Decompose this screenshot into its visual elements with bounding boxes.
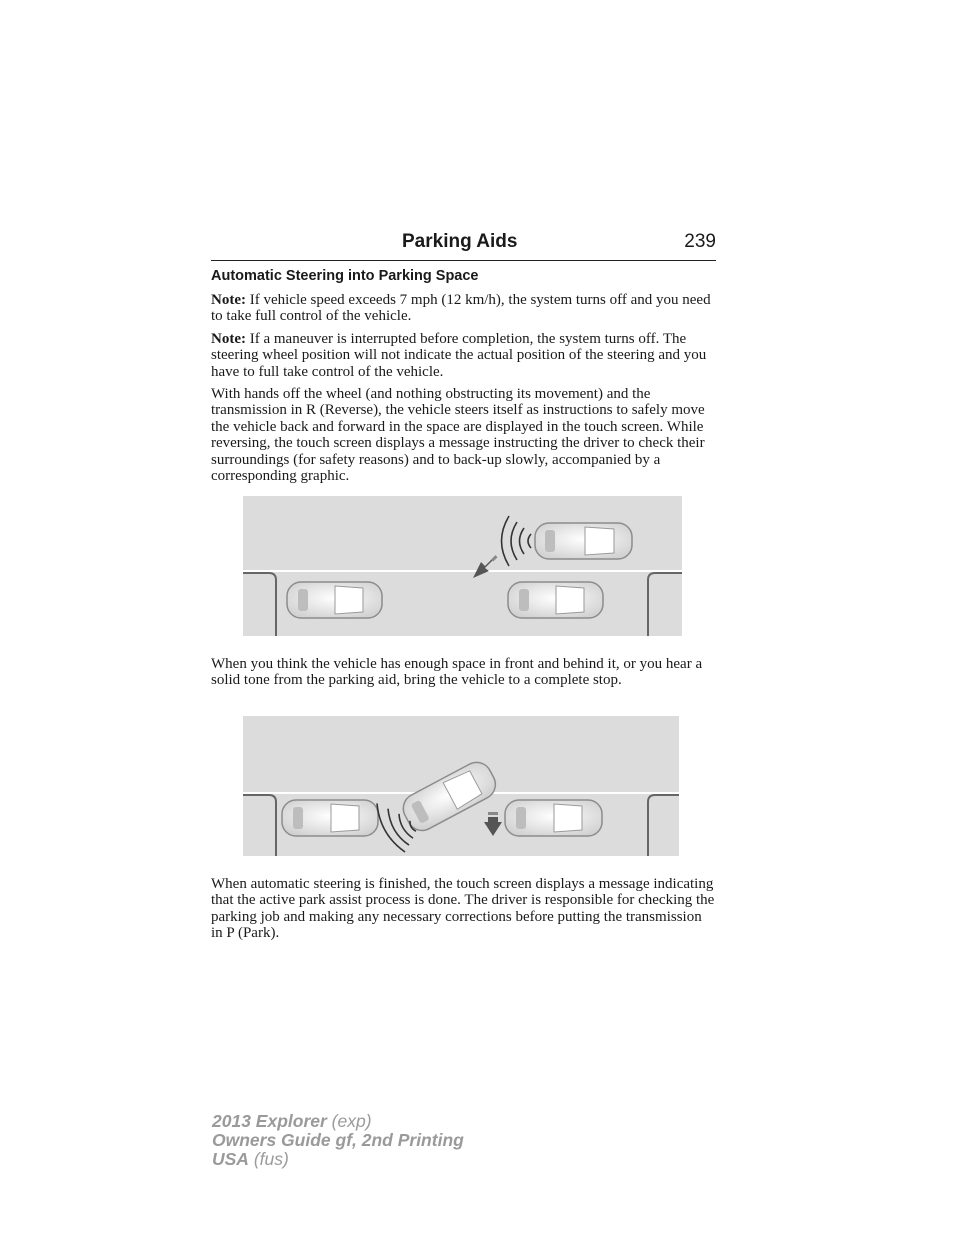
footer-guide: Owners Guide gf, 2nd Printing: [212, 1130, 464, 1150]
paragraph-reverse-steering: With hands off the wheel (and nothing obstructing its movement) and the transmission in R (Reverse), the vehicle steers itself as instructions to safely move the vehicle back and forward in the space are displayed in the touch screen. While reversing, the touch screen displays a message instructing the driver to check their surroundings (for safety reasons) and to back-up slowly, accompanied by a corresponding graphic.: [211, 386, 705, 485]
parked-car-right: [505, 800, 602, 836]
parking-illustration-1: [243, 496, 682, 636]
footer-market: USA: [212, 1149, 249, 1169]
parked-car-right: [508, 582, 603, 618]
note-speed: [211, 292, 717, 325]
note-text: If vehicle speed exceeds 7 mph (12 km/h), the system turns off and you need to take full control of the vehicle.: [211, 292, 711, 325]
footer-line-1: [212, 1112, 464, 1131]
paragraph-steering-finished: When automatic steering is finished, the touch screen displays a message indicating that the active park assist process is done. The driver is responsible for checking the parking job and making any necessary corrections before putting the transmission in P (Park).: [211, 876, 715, 942]
section-heading: Automatic Steering into Parking Space: [211, 268, 479, 284]
page-footer: [212, 1112, 464, 1169]
page-title: Parking Aids: [402, 231, 518, 252]
page-header: [211, 228, 716, 261]
figure-entering-space: [243, 716, 679, 856]
parked-car-left: [287, 582, 382, 618]
footer-model-code: (exp): [326, 1111, 372, 1131]
figure-reversing-into-space: [243, 496, 682, 636]
footer-model: 2013 Explorer: [212, 1111, 327, 1131]
note-label: Note:: [211, 331, 246, 347]
note-interrupt: [211, 331, 717, 380]
footer-line-3: [212, 1150, 464, 1169]
sensor-waves-icon: [502, 516, 532, 566]
parked-car-left: [282, 800, 378, 836]
reverse-arrow-icon: [473, 555, 498, 578]
note-label: Note:: [211, 292, 246, 308]
moving-car: [535, 523, 632, 559]
forward-arrow-icon: [484, 812, 502, 836]
footer-market-code: (fus): [248, 1149, 289, 1169]
paragraph-complete-stop: When you think the vehicle has enough space in front and behind it, or you hear a solid tone from the parking aid, bring the vehicle to a complete stop.: [211, 656, 703, 689]
parking-illustration-2: [243, 716, 679, 856]
note-text: If a maneuver is interrupted before completion, the system turns off. The steering wheel position will not indicate the actual position of the steering and you have to full take control of the vehicle.: [211, 331, 707, 380]
page-number: 239: [684, 231, 716, 252]
footer-line-2: [212, 1131, 464, 1150]
